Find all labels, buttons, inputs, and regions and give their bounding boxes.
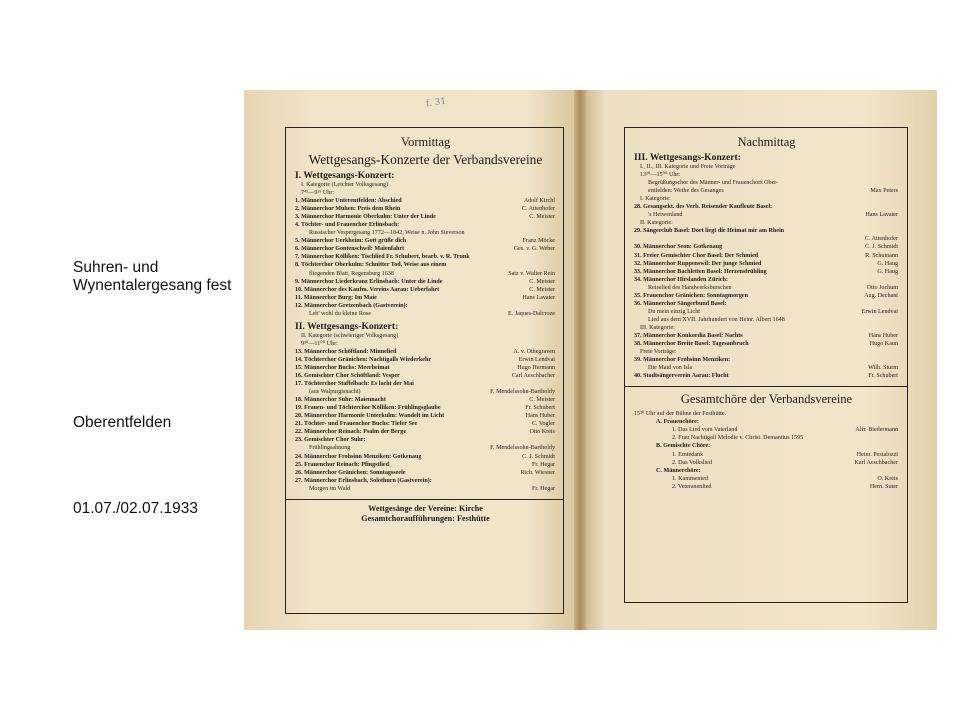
entry-text: 29. Sängerclub Basel: Dort liegt die Heimat mir am Rhein <box>634 228 785 235</box>
entry-text: 19. Frauen- und Töchterchor Kölliken: Frühlingsglaube <box>295 405 441 412</box>
entry-composer: C. Vogler <box>531 421 555 428</box>
entry-composer: Hans Lavater <box>522 294 555 301</box>
program-entry <box>295 461 556 469</box>
entry-text: 32. Männerchor Ruppenswil: Der junge Schmied <box>634 260 762 267</box>
entry-text: 24. Männerchor Frohsinn Menziken: Gotkenaug <box>295 453 422 460</box>
program-entry <box>634 284 899 292</box>
entry-text: 14. Töchterchor Gränichen: Nachtigalls Wiederkehr <box>295 356 432 363</box>
entry-text: 7. Männerchor Kölliken: Tischlied Fr. Schubert, bearb. v. R. Trunk <box>295 254 470 261</box>
entry-composer <box>898 195 899 203</box>
gesamt-group-label: C. Männerchöre: <box>656 467 701 474</box>
slide-title: Suhren- und Wynentalergesang fest <box>73 259 232 294</box>
entry-text: 's Heiwenland <box>648 212 683 219</box>
program-entry <box>295 364 556 372</box>
program-entry <box>295 420 556 428</box>
entry-composer: C. J. Schmidt <box>865 244 898 251</box>
entry-composer: Rich. Wiesner <box>520 469 555 476</box>
entry-composer <box>898 434 899 442</box>
entry-composer <box>898 276 899 284</box>
entry-composer: C. Meister <box>529 278 555 285</box>
program-entry <box>295 270 556 278</box>
entry-composer: Carl Aeschbacher <box>511 373 555 380</box>
program-entry <box>295 469 556 477</box>
entry-text: fliegenden Blatt, Regensburg 1638 <box>309 270 394 277</box>
entry-text: 1. Das Lied vom Vaterland <box>672 427 738 434</box>
section3-kategorie: I., II., III. Kategorie und Freie Vorträge <box>640 164 736 170</box>
entry-text: 35. Frauenchor Gränichen: Sonntagmorgen <box>634 292 748 299</box>
entry-composer: Max Peters <box>870 188 898 195</box>
program-entry <box>295 436 556 444</box>
entry-text: II. Kategorie: <box>640 220 673 227</box>
entry-text: 2. Frau Nachtigall Melodie v. Christ. Demantius 1595 <box>672 435 804 442</box>
entry-composer: Hans Huber <box>525 413 555 420</box>
entry-composer: E. Jaques-Dalcroze <box>507 310 555 317</box>
program-entry <box>634 227 899 235</box>
entry-text: Lied aus dem XVII. Jahrhundert von Heinr. Albert 1648 <box>648 316 785 323</box>
section3-time: 13³⁰—15⁰⁰ Uhr: <box>640 172 681 179</box>
gesamt-entry <box>634 475 899 483</box>
entry-text: 1. Erntedank <box>672 451 704 458</box>
program-entry <box>634 340 899 348</box>
program-entry <box>634 324 899 332</box>
entry-text: 40. Stadtsängerverein Aarau: Flucht <box>634 373 729 380</box>
entry-text: 2. Das Volkslied <box>672 459 712 466</box>
slide-date: 01.07./02.07.1933 <box>73 500 198 517</box>
entry-composer <box>555 436 556 444</box>
program-entry <box>295 388 556 396</box>
entry-composer: Franz Möcke <box>522 238 555 245</box>
entry-text: 28. Gesangsekt. des Verb. Reisender Kaufleute Basel: <box>634 204 773 211</box>
entry-composer <box>898 300 899 308</box>
entry-text: 5. Männerchor Uerkheim: Gott grüße dich <box>295 238 407 245</box>
section3-list <box>634 179 899 380</box>
entry-text: 31. Freier Gemischter Chor Basel: Der Schmied <box>634 252 759 259</box>
entry-text: 21. Töchter- und Frauenchor Buchs: Tiefer See <box>295 421 418 428</box>
program-entry <box>634 276 899 284</box>
entry-text: 10. Männerchor des Kaufm. Vereins Aarau: Ueberfahrt <box>295 286 440 293</box>
entry-text: 17. Töchterchor Staffelbach: Es lacht der Mai <box>295 381 414 388</box>
program-entry <box>295 286 556 294</box>
entry-text: entfelden: Weihe des Gesanges <box>648 188 724 195</box>
program-entry <box>295 412 556 420</box>
entry-composer: F. Mendelssohn-Bartholdy <box>490 389 555 396</box>
program-entry <box>295 428 556 436</box>
gesamt-entry <box>634 483 899 491</box>
section2-kategorie: II. Kategorie (schwieriger Volksgesang) <box>301 332 399 339</box>
entry-composer <box>555 261 556 269</box>
entry-composer: F. Mendelssohn-Bartholdy <box>490 445 555 452</box>
program-entry <box>634 348 899 356</box>
program-entry <box>634 252 899 260</box>
entry-text: 12. Männerchor Gretzenbach (Gastverein): <box>295 302 408 309</box>
program-entry <box>634 316 899 324</box>
program-entry <box>634 260 899 268</box>
entry-text: 3. Männerchor Harmonie Oberkulm: Unter der Linde <box>295 214 436 221</box>
program-entry <box>295 245 556 253</box>
nachmittag-frame <box>624 127 908 603</box>
entry-composer <box>898 203 899 211</box>
entry-composer <box>898 179 899 187</box>
entry-composer: C. Attenhofer <box>521 206 555 213</box>
vormittag-frame <box>285 127 564 614</box>
gesamt-entry <box>634 434 899 442</box>
entry-composer: Alfr. Biedermann <box>855 427 898 434</box>
gesamt-group-label: A. Frauenchöre: <box>656 419 699 426</box>
program-entry <box>634 179 899 187</box>
entry-composer: Aug. Dechant <box>864 292 898 299</box>
entry-composer: Karl Aeschbacher <box>854 459 898 466</box>
program-entry <box>634 243 899 251</box>
entry-composer: Fr. Schubert <box>868 373 898 380</box>
entry-text: (aus Walpurgisnacht) <box>309 389 361 396</box>
entry-composer: R. Schumann <box>865 252 898 259</box>
entry-composer <box>898 324 899 332</box>
program-scan <box>244 90 937 630</box>
program-entry <box>295 404 556 412</box>
program-entry <box>295 396 556 404</box>
section2-title: II. Wettgesangs-Konzert: <box>295 320 399 332</box>
program-entry <box>295 310 556 318</box>
program-entry <box>634 292 899 300</box>
nachmittag-title: Nachmittag <box>737 135 796 149</box>
entry-text: 25. Frauenchor Reinach: Pfingstlied <box>295 461 389 468</box>
entry-composer: Wilh. Sturm <box>868 365 898 372</box>
entry-text: Leb' wohl du kleine Rose <box>309 310 372 317</box>
entry-composer: Erwin Lendvai <box>518 356 555 363</box>
entry-composer: Fr. Hegar <box>531 461 555 468</box>
entry-text: 9. Männerchor Liederkranz Erlinsbach: Unter die Linde <box>295 278 443 285</box>
entry-composer: Hugo Hermann <box>517 364 555 371</box>
entry-text: Freie Vorträge: <box>640 349 677 356</box>
section3-title: III. Wettgesangs-Konzert: <box>634 152 741 163</box>
program-entry <box>634 300 899 308</box>
program-entry <box>295 205 556 213</box>
program-entry <box>634 211 899 219</box>
footer-line-1: Wettgesänge der Vereine: Kirche <box>368 503 483 513</box>
program-entry <box>295 380 556 388</box>
vormittag-title: Vormittag <box>400 135 451 149</box>
entry-text: 39. Männerchor Frohsinn Menziken: <box>634 357 731 364</box>
entry-composer: A. v. Othegraven <box>513 348 555 355</box>
program-entry <box>295 229 556 237</box>
section1-list <box>295 197 556 318</box>
gesamt-list <box>634 418 899 490</box>
program-entry <box>295 294 556 302</box>
program-entry <box>295 372 556 380</box>
footer-line-2: Gesamtchoraufführungen: Festhütte <box>361 513 490 523</box>
entry-composer: Hern. Suter <box>869 483 898 490</box>
entry-composer <box>555 229 556 237</box>
program-entry <box>634 332 899 340</box>
program-entry <box>295 253 556 261</box>
entry-composer: C. J. Schmidt <box>522 453 555 460</box>
entry-composer: Heinr. Pestalozzi <box>856 451 898 458</box>
entry-text: 33. Männerchor Bachletten Basel: Herzensfrühling <box>634 268 767 275</box>
entry-text: 8. Töchterchor Oberkulm: Schnitter Tod, Weise aus einem <box>295 262 447 269</box>
entry-composer <box>555 380 556 388</box>
gesamt-group-label: B. Gemischte Chöre: <box>656 443 711 450</box>
program-entry <box>295 197 556 205</box>
entry-text: 2. Männerchor Muhen: Preis dem Rhein <box>295 206 401 213</box>
gesamt-entry <box>634 459 899 467</box>
program-entry <box>634 372 899 380</box>
program-entry <box>295 302 556 310</box>
entry-text: 18. Männerchor Suhr: Maiennacht <box>295 397 386 404</box>
program-entry <box>295 477 556 485</box>
entry-text: 30. Männerchor Seon: Gotkenaug <box>634 244 723 251</box>
entry-composer <box>898 316 899 324</box>
entry-composer: Ges. v. G. Weber <box>513 246 555 253</box>
entry-text: 4. Töchter- und Frauenchor Erlinsbach: <box>295 222 400 229</box>
program-entry <box>295 453 556 461</box>
entry-composer: Otto Jochum <box>866 284 898 291</box>
entry-composer: Satz v. Walter Rein <box>508 270 555 277</box>
entry-composer: Otto Kreis <box>529 429 555 436</box>
entry-composer: C. Meister <box>529 286 555 293</box>
gesamt-divider <box>625 386 907 387</box>
entry-text: 37. Männerchor Konkordia Basel: Nachts <box>634 332 743 339</box>
entry-composer: C. Meister <box>529 214 555 221</box>
entry-text: 11. Männerchor Burg: Im Maie <box>295 294 377 301</box>
entry-text: 27. Männerchor Erlinsbach, Solothurn (Gastverein): <box>295 477 432 484</box>
entry-composer <box>555 221 556 229</box>
section1-title: I. Wettgesangs-Konzert: <box>295 170 395 181</box>
entry-text: 13. Männerchor Schöftland: Minnelied <box>295 348 397 355</box>
entry-text: 23. Gemischter Chor Suhr: <box>295 437 366 444</box>
book-gutter <box>574 90 586 630</box>
entry-composer <box>555 477 556 485</box>
entry-composer: Fr. Schubert <box>525 405 555 412</box>
footer-divider <box>286 499 563 500</box>
entry-text: 15. Männerchor Buchs: Meerheimat <box>295 364 390 371</box>
program-entry <box>634 187 899 195</box>
entry-text: 16. Gemischter Chor Schöftland: Vesper <box>295 373 400 380</box>
entry-composer: Hugo Kaun <box>869 341 898 348</box>
entry-text: 1. Männerchor Unterentfelden: Abschied <box>295 198 402 205</box>
program-entry <box>634 268 899 276</box>
program-entry <box>295 221 556 229</box>
program-entry <box>295 261 556 269</box>
program-entry <box>295 213 556 221</box>
entry-text: Die Maid von Isla <box>648 365 693 372</box>
program-entry <box>295 485 556 493</box>
program-entry <box>634 364 899 372</box>
section2-list <box>295 348 556 493</box>
pencil-mark: f. 31 <box>425 96 447 110</box>
program-entry <box>295 356 556 364</box>
entry-composer: C. Attenhofer <box>864 236 898 243</box>
program-entry <box>634 308 899 316</box>
entry-composer: G. Haug <box>877 268 898 275</box>
program-entry <box>634 219 899 227</box>
entry-composer: O. Kreis <box>877 475 898 482</box>
gesamt-entry <box>634 451 899 459</box>
program-entry <box>634 203 899 211</box>
entry-text: 1. Kammenied <box>672 475 708 482</box>
entry-text: 6. Männerchor Gontenschwil: Maienfahrt <box>295 246 405 253</box>
entry-text: Du mein einzig Licht <box>648 308 700 315</box>
entry-text: 22. Männerchor Reinach: Psalm der Berge <box>295 429 407 436</box>
gesamt-entry <box>634 426 899 434</box>
entry-composer: Hans Lavater <box>865 212 898 219</box>
gesamt-time: 15³⁰ Uhr auf der Bühne der Festhütte. <box>634 411 727 418</box>
entry-composer: Erwin Lendvai <box>861 308 898 315</box>
entry-composer: Fr. Hegar <box>531 485 555 492</box>
entry-text: 34. Männerchor Hirslanden Zürich: <box>634 276 728 283</box>
program-entry <box>295 278 556 286</box>
vormittag-subtitle: Wettgesangs-Konzerte der Verbandsvereine <box>308 152 543 167</box>
slide-place: Oberentfelden <box>73 414 172 431</box>
entry-text: 26. Männerchor Gränichen: Sonntagsseele <box>295 469 406 476</box>
section1-time: 7⁴⁵—9¹⁵ Uhr: <box>301 190 335 197</box>
entry-composer <box>555 302 556 310</box>
entry-composer <box>898 219 899 227</box>
entry-composer: C. Meister <box>529 397 555 404</box>
entry-composer: G. Haug <box>877 260 898 267</box>
entry-text: Begrüßungschor des Männer- und Frauenchors Ober- <box>648 180 779 187</box>
entry-composer <box>555 253 556 261</box>
entry-text: Morgen im Wald <box>309 485 351 492</box>
entry-text: Russischer Vespergesang 1772—1842, Weise n. John Steverson <box>309 230 465 237</box>
entry-composer <box>898 348 899 356</box>
entry-text: 2. Veteranenlied <box>672 483 712 490</box>
entry-text: 36. Männerchor Sängerbund Basel: <box>634 300 727 307</box>
entry-text: 20. Männerchor Harmonie Unterkulm: Wandelt im Licht <box>295 413 445 420</box>
entry-composer <box>898 356 899 364</box>
entry-text: III. Kategorie: <box>640 324 675 331</box>
gesamt-title: Gesamtchöre der Verbandsvereine <box>680 392 853 407</box>
program-entry <box>634 235 899 243</box>
entry-text: I. Kategorie: <box>640 196 671 203</box>
entry-composer: Adolf Kirchl <box>523 198 555 205</box>
program-entry <box>295 237 556 245</box>
entry-text: 38. Männerchor Breite Basel: Tagesanbruch <box>634 341 749 348</box>
entry-text: Frühlingsahnung <box>309 445 351 452</box>
program-entry <box>634 195 899 203</box>
entry-text: Reiselied des Handwerksburschen <box>648 284 732 291</box>
entry-composer <box>898 227 899 235</box>
program-entry <box>634 356 899 364</box>
section1-kategorie: I. Kategorie (Leichter Volksgesang) <box>301 182 389 188</box>
section2-time: 9³⁰—11⁰⁰ Uhr: <box>301 340 338 347</box>
program-entry <box>295 348 556 356</box>
program-entry <box>295 444 556 452</box>
entry-composer: Hans Huber <box>868 332 898 339</box>
